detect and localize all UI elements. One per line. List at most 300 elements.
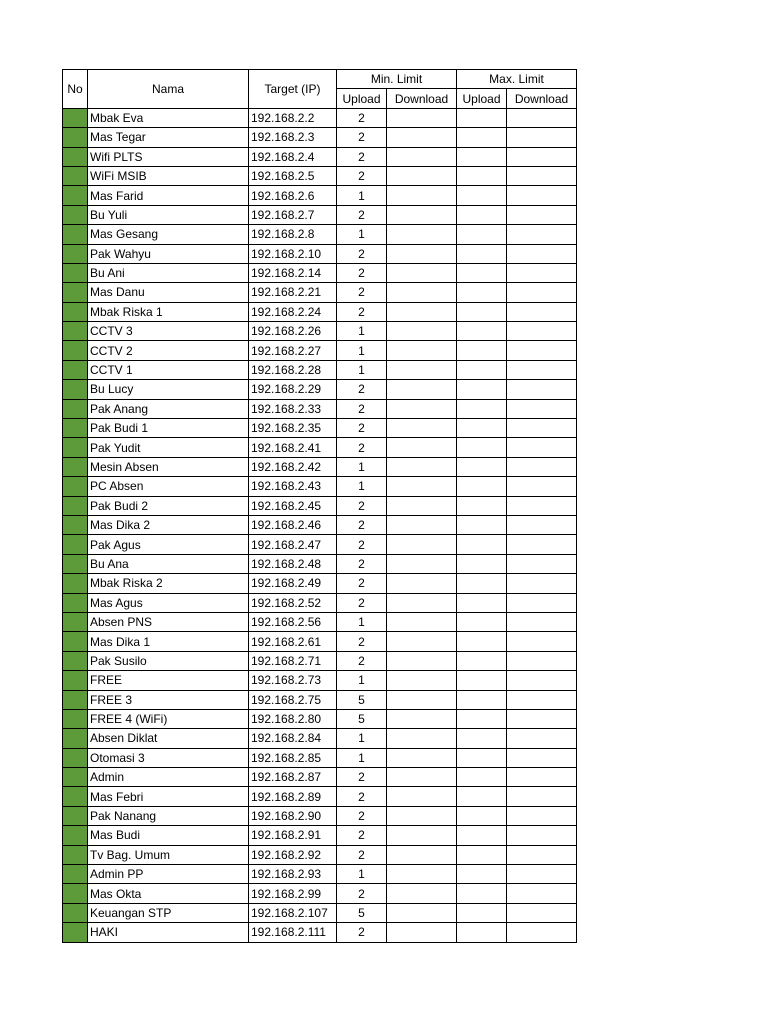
max-upload-cell[interactable] <box>457 709 507 728</box>
no-cell[interactable] <box>63 845 88 864</box>
max-download-cell[interactable] <box>507 225 577 244</box>
target-ip-cell[interactable]: 192.168.2.14 <box>249 263 337 282</box>
header-max-limit[interactable]: Max. Limit <box>457 70 577 89</box>
max-download-cell[interactable] <box>507 283 577 302</box>
min-download-cell[interactable] <box>387 302 457 321</box>
no-cell[interactable] <box>63 651 88 670</box>
max-upload-cell[interactable] <box>457 729 507 748</box>
min-upload-cell[interactable]: 2 <box>337 787 387 806</box>
target-ip-cell[interactable]: 192.168.2.45 <box>249 496 337 515</box>
max-upload-cell[interactable] <box>457 438 507 457</box>
min-upload-cell[interactable]: 2 <box>337 593 387 612</box>
max-upload-cell[interactable] <box>457 399 507 418</box>
max-download-cell[interactable] <box>507 806 577 825</box>
no-cell[interactable] <box>63 477 88 496</box>
max-download-cell[interactable] <box>507 341 577 360</box>
no-cell[interactable] <box>63 263 88 282</box>
min-download-cell[interactable] <box>387 884 457 903</box>
nama-cell[interactable]: Otomasi 3 <box>88 748 249 767</box>
min-download-cell[interactable] <box>387 632 457 651</box>
nama-cell[interactable]: FREE 4 (WiFi) <box>88 709 249 728</box>
min-download-cell[interactable] <box>387 147 457 166</box>
min-upload-cell[interactable]: 1 <box>337 186 387 205</box>
nama-cell[interactable]: Pak Nanang <box>88 806 249 825</box>
min-upload-cell[interactable]: 1 <box>337 322 387 341</box>
header-nama[interactable]: Nama <box>88 70 249 109</box>
nama-cell[interactable]: Mas Okta <box>88 884 249 903</box>
min-upload-cell[interactable]: 2 <box>337 147 387 166</box>
max-download-cell[interactable] <box>507 360 577 379</box>
min-download-cell[interactable] <box>387 554 457 573</box>
nama-cell[interactable]: Mas Febri <box>88 787 249 806</box>
max-download-cell[interactable] <box>507 515 577 534</box>
nama-cell[interactable]: Mesin Absen <box>88 457 249 476</box>
max-download-cell[interactable] <box>507 438 577 457</box>
nama-cell[interactable]: Pak Wahyu <box>88 244 249 263</box>
max-download-cell[interactable] <box>507 612 577 631</box>
max-upload-cell[interactable] <box>457 593 507 612</box>
target-ip-cell[interactable]: 192.168.2.52 <box>249 593 337 612</box>
min-download-cell[interactable] <box>387 166 457 185</box>
max-upload-cell[interactable] <box>457 166 507 185</box>
min-upload-cell[interactable]: 2 <box>337 884 387 903</box>
no-cell[interactable] <box>63 612 88 631</box>
nama-cell[interactable]: Pak Budi 2 <box>88 496 249 515</box>
max-download-cell[interactable] <box>507 826 577 845</box>
target-ip-cell[interactable]: 192.168.2.111 <box>249 923 337 942</box>
target-ip-cell[interactable]: 192.168.2.92 <box>249 845 337 864</box>
max-download-cell[interactable] <box>507 244 577 263</box>
header-max-upload[interactable]: Upload <box>457 89 507 108</box>
target-ip-cell[interactable]: 192.168.2.10 <box>249 244 337 263</box>
max-download-cell[interactable] <box>507 729 577 748</box>
target-ip-cell[interactable]: 192.168.2.8 <box>249 225 337 244</box>
min-upload-cell[interactable]: 2 <box>337 283 387 302</box>
min-upload-cell[interactable]: 2 <box>337 205 387 224</box>
min-upload-cell[interactable]: 2 <box>337 845 387 864</box>
nama-cell[interactable]: Mbak Eva <box>88 108 249 127</box>
min-upload-cell[interactable]: 5 <box>337 709 387 728</box>
target-ip-cell[interactable]: 192.168.2.47 <box>249 535 337 554</box>
no-cell[interactable] <box>63 341 88 360</box>
nama-cell[interactable]: CCTV 3 <box>88 322 249 341</box>
min-download-cell[interactable] <box>387 612 457 631</box>
min-download-cell[interactable] <box>387 360 457 379</box>
nama-cell[interactable]: FREE <box>88 671 249 690</box>
nama-cell[interactable]: Mas Tegar <box>88 128 249 147</box>
nama-cell[interactable]: Wifi PLTS <box>88 147 249 166</box>
nama-cell[interactable]: Mas Dika 2 <box>88 515 249 534</box>
min-download-cell[interactable] <box>387 806 457 825</box>
nama-cell[interactable]: PC Absen <box>88 477 249 496</box>
max-download-cell[interactable] <box>507 205 577 224</box>
nama-cell[interactable]: CCTV 2 <box>88 341 249 360</box>
max-upload-cell[interactable] <box>457 302 507 321</box>
min-upload-cell[interactable]: 1 <box>337 225 387 244</box>
target-ip-cell[interactable]: 192.168.2.3 <box>249 128 337 147</box>
header-min-download[interactable]: Download <box>387 89 457 108</box>
no-cell[interactable] <box>63 768 88 787</box>
max-download-cell[interactable] <box>507 302 577 321</box>
max-download-cell[interactable] <box>507 651 577 670</box>
no-cell[interactable] <box>63 244 88 263</box>
target-ip-cell[interactable]: 192.168.2.84 <box>249 729 337 748</box>
max-upload-cell[interactable] <box>457 787 507 806</box>
min-download-cell[interactable] <box>387 438 457 457</box>
min-upload-cell[interactable]: 2 <box>337 768 387 787</box>
target-ip-cell[interactable]: 192.168.2.90 <box>249 806 337 825</box>
max-download-cell[interactable] <box>507 709 577 728</box>
min-upload-cell[interactable]: 2 <box>337 244 387 263</box>
min-upload-cell[interactable]: 1 <box>337 360 387 379</box>
target-ip-cell[interactable]: 192.168.2.35 <box>249 419 337 438</box>
no-cell[interactable] <box>63 806 88 825</box>
min-upload-cell[interactable]: 1 <box>337 865 387 884</box>
max-download-cell[interactable] <box>507 903 577 922</box>
nama-cell[interactable]: Pak Susilo <box>88 651 249 670</box>
max-upload-cell[interactable] <box>457 380 507 399</box>
min-upload-cell[interactable]: 1 <box>337 729 387 748</box>
no-cell[interactable] <box>63 690 88 709</box>
max-download-cell[interactable] <box>507 554 577 573</box>
max-download-cell[interactable] <box>507 923 577 942</box>
target-ip-cell[interactable]: 192.168.2.48 <box>249 554 337 573</box>
max-download-cell[interactable] <box>507 322 577 341</box>
nama-cell[interactable]: WiFi MSIB <box>88 166 249 185</box>
min-upload-cell[interactable]: 2 <box>337 554 387 573</box>
target-ip-cell[interactable]: 192.168.2.2 <box>249 108 337 127</box>
target-ip-cell[interactable]: 192.168.2.27 <box>249 341 337 360</box>
no-cell[interactable] <box>63 593 88 612</box>
min-upload-cell[interactable]: 2 <box>337 438 387 457</box>
min-download-cell[interactable] <box>387 748 457 767</box>
min-download-cell[interactable] <box>387 729 457 748</box>
min-download-cell[interactable] <box>387 244 457 263</box>
min-download-cell[interactable] <box>387 341 457 360</box>
max-upload-cell[interactable] <box>457 768 507 787</box>
no-cell[interactable] <box>63 322 88 341</box>
max-upload-cell[interactable] <box>457 360 507 379</box>
target-ip-cell[interactable]: 192.168.2.99 <box>249 884 337 903</box>
nama-cell[interactable]: Tv Bag. Umum <box>88 845 249 864</box>
min-download-cell[interactable] <box>387 128 457 147</box>
max-upload-cell[interactable] <box>457 574 507 593</box>
nama-cell[interactable]: Absen Diklat <box>88 729 249 748</box>
min-upload-cell[interactable]: 2 <box>337 496 387 515</box>
no-cell[interactable] <box>63 515 88 534</box>
min-upload-cell[interactable]: 2 <box>337 166 387 185</box>
no-cell[interactable] <box>63 457 88 476</box>
target-ip-cell[interactable]: 192.168.2.28 <box>249 360 337 379</box>
no-cell[interactable] <box>63 399 88 418</box>
max-upload-cell[interactable] <box>457 263 507 282</box>
min-upload-cell[interactable]: 1 <box>337 612 387 631</box>
nama-cell[interactable]: Mas Farid <box>88 186 249 205</box>
target-ip-cell[interactable]: 192.168.2.80 <box>249 709 337 728</box>
target-ip-cell[interactable]: 192.168.2.61 <box>249 632 337 651</box>
no-cell[interactable] <box>63 166 88 185</box>
max-upload-cell[interactable] <box>457 477 507 496</box>
nama-cell[interactable]: Mas Dika 1 <box>88 632 249 651</box>
nama-cell[interactable]: Bu Lucy <box>88 380 249 399</box>
min-upload-cell[interactable]: 2 <box>337 128 387 147</box>
min-download-cell[interactable] <box>387 923 457 942</box>
min-download-cell[interactable] <box>387 108 457 127</box>
min-upload-cell[interactable]: 2 <box>337 651 387 670</box>
min-upload-cell[interactable]: 2 <box>337 923 387 942</box>
min-upload-cell[interactable]: 2 <box>337 108 387 127</box>
target-ip-cell[interactable]: 192.168.2.89 <box>249 787 337 806</box>
min-download-cell[interactable] <box>387 651 457 670</box>
target-ip-cell[interactable]: 192.168.2.91 <box>249 826 337 845</box>
nama-cell[interactable]: Keuangan STP <box>88 903 249 922</box>
min-download-cell[interactable] <box>387 205 457 224</box>
max-upload-cell[interactable] <box>457 108 507 127</box>
min-upload-cell[interactable]: 2 <box>337 380 387 399</box>
no-cell[interactable] <box>63 128 88 147</box>
max-download-cell[interactable] <box>507 419 577 438</box>
nama-cell[interactable]: Admin PP <box>88 865 249 884</box>
max-download-cell[interactable] <box>507 477 577 496</box>
no-cell[interactable] <box>63 729 88 748</box>
max-download-cell[interactable] <box>507 535 577 554</box>
no-cell[interactable] <box>63 787 88 806</box>
min-upload-cell[interactable]: 1 <box>337 457 387 476</box>
max-download-cell[interactable] <box>507 128 577 147</box>
nama-cell[interactable]: FREE 3 <box>88 690 249 709</box>
min-upload-cell[interactable]: 2 <box>337 535 387 554</box>
target-ip-cell[interactable]: 192.168.2.7 <box>249 205 337 224</box>
no-cell[interactable] <box>63 302 88 321</box>
max-download-cell[interactable] <box>507 147 577 166</box>
no-cell[interactable] <box>63 535 88 554</box>
nama-cell[interactable]: Mbak Riska 1 <box>88 302 249 321</box>
max-upload-cell[interactable] <box>457 128 507 147</box>
target-ip-cell[interactable]: 192.168.2.4 <box>249 147 337 166</box>
min-download-cell[interactable] <box>387 903 457 922</box>
max-upload-cell[interactable] <box>457 865 507 884</box>
nama-cell[interactable]: Bu Yuli <box>88 205 249 224</box>
no-cell[interactable] <box>63 438 88 457</box>
no-cell[interactable] <box>63 186 88 205</box>
min-download-cell[interactable] <box>387 535 457 554</box>
max-download-cell[interactable] <box>507 399 577 418</box>
min-download-cell[interactable] <box>387 515 457 534</box>
nama-cell[interactable]: Bu Ani <box>88 263 249 282</box>
max-upload-cell[interactable] <box>457 632 507 651</box>
header-max-download[interactable]: Download <box>507 89 577 108</box>
no-cell[interactable] <box>63 826 88 845</box>
max-upload-cell[interactable] <box>457 690 507 709</box>
no-cell[interactable] <box>63 632 88 651</box>
max-download-cell[interactable] <box>507 166 577 185</box>
no-cell[interactable] <box>63 748 88 767</box>
min-download-cell[interactable] <box>387 263 457 282</box>
min-upload-cell[interactable]: 2 <box>337 632 387 651</box>
nama-cell[interactable]: Mas Danu <box>88 283 249 302</box>
nama-cell[interactable]: Mbak Riska 2 <box>88 574 249 593</box>
min-upload-cell[interactable]: 2 <box>337 515 387 534</box>
target-ip-cell[interactable]: 192.168.2.24 <box>249 302 337 321</box>
max-upload-cell[interactable] <box>457 748 507 767</box>
no-cell[interactable] <box>63 419 88 438</box>
max-download-cell[interactable] <box>507 768 577 787</box>
max-upload-cell[interactable] <box>457 225 507 244</box>
max-upload-cell[interactable] <box>457 845 507 864</box>
max-upload-cell[interactable] <box>457 244 507 263</box>
nama-cell[interactable]: Mas Agus <box>88 593 249 612</box>
target-ip-cell[interactable]: 192.168.2.87 <box>249 768 337 787</box>
min-download-cell[interactable] <box>387 709 457 728</box>
no-cell[interactable] <box>63 496 88 515</box>
nama-cell[interactable]: Mas Budi <box>88 826 249 845</box>
max-upload-cell[interactable] <box>457 612 507 631</box>
max-upload-cell[interactable] <box>457 419 507 438</box>
target-ip-cell[interactable]: 192.168.2.71 <box>249 651 337 670</box>
min-download-cell[interactable] <box>387 225 457 244</box>
min-download-cell[interactable] <box>387 671 457 690</box>
target-ip-cell[interactable]: 192.168.2.5 <box>249 166 337 185</box>
min-upload-cell[interactable]: 1 <box>337 748 387 767</box>
min-download-cell[interactable] <box>387 399 457 418</box>
min-download-cell[interactable] <box>387 283 457 302</box>
target-ip-cell[interactable]: 192.168.2.93 <box>249 865 337 884</box>
no-cell[interactable] <box>63 225 88 244</box>
min-download-cell[interactable] <box>387 380 457 399</box>
max-upload-cell[interactable] <box>457 283 507 302</box>
min-download-cell[interactable] <box>387 787 457 806</box>
max-download-cell[interactable] <box>507 865 577 884</box>
min-upload-cell[interactable]: 2 <box>337 826 387 845</box>
no-cell[interactable] <box>63 360 88 379</box>
max-download-cell[interactable] <box>507 108 577 127</box>
max-upload-cell[interactable] <box>457 651 507 670</box>
min-download-cell[interactable] <box>387 477 457 496</box>
min-download-cell[interactable] <box>387 865 457 884</box>
max-download-cell[interactable] <box>507 593 577 612</box>
max-download-cell[interactable] <box>507 748 577 767</box>
max-upload-cell[interactable] <box>457 322 507 341</box>
max-download-cell[interactable] <box>507 884 577 903</box>
target-ip-cell[interactable]: 192.168.2.21 <box>249 283 337 302</box>
target-ip-cell[interactable]: 192.168.2.26 <box>249 322 337 341</box>
target-ip-cell[interactable]: 192.168.2.29 <box>249 380 337 399</box>
max-upload-cell[interactable] <box>457 671 507 690</box>
no-cell[interactable] <box>63 380 88 399</box>
max-download-cell[interactable] <box>507 787 577 806</box>
min-upload-cell[interactable]: 5 <box>337 690 387 709</box>
target-ip-cell[interactable]: 192.168.2.85 <box>249 748 337 767</box>
max-upload-cell[interactable] <box>457 535 507 554</box>
max-download-cell[interactable] <box>507 496 577 515</box>
max-upload-cell[interactable] <box>457 923 507 942</box>
nama-cell[interactable]: Pak Budi 1 <box>88 419 249 438</box>
target-ip-cell[interactable]: 192.168.2.46 <box>249 515 337 534</box>
max-download-cell[interactable] <box>507 457 577 476</box>
target-ip-cell[interactable]: 192.168.2.107 <box>249 903 337 922</box>
max-upload-cell[interactable] <box>457 496 507 515</box>
max-upload-cell[interactable] <box>457 457 507 476</box>
max-download-cell[interactable] <box>507 186 577 205</box>
min-download-cell[interactable] <box>387 322 457 341</box>
nama-cell[interactable]: Bu Ana <box>88 554 249 573</box>
header-min-upload[interactable]: Upload <box>337 89 387 108</box>
min-download-cell[interactable] <box>387 186 457 205</box>
no-cell[interactable] <box>63 884 88 903</box>
no-cell[interactable] <box>63 283 88 302</box>
max-download-cell[interactable] <box>507 845 577 864</box>
min-upload-cell[interactable]: 2 <box>337 574 387 593</box>
no-cell[interactable] <box>63 903 88 922</box>
max-upload-cell[interactable] <box>457 515 507 534</box>
min-download-cell[interactable] <box>387 826 457 845</box>
max-download-cell[interactable] <box>507 690 577 709</box>
target-ip-cell[interactable]: 192.168.2.56 <box>249 612 337 631</box>
no-cell[interactable] <box>63 147 88 166</box>
target-ip-cell[interactable]: 192.168.2.42 <box>249 457 337 476</box>
no-cell[interactable] <box>63 554 88 573</box>
header-min-limit[interactable]: Min. Limit <box>337 70 457 89</box>
min-upload-cell[interactable]: 5 <box>337 903 387 922</box>
max-upload-cell[interactable] <box>457 147 507 166</box>
min-upload-cell[interactable]: 2 <box>337 419 387 438</box>
nama-cell[interactable]: Pak Agus <box>88 535 249 554</box>
max-upload-cell[interactable] <box>457 903 507 922</box>
no-cell[interactable] <box>63 671 88 690</box>
nama-cell[interactable]: CCTV 1 <box>88 360 249 379</box>
header-no[interactable]: No <box>63 70 88 109</box>
min-download-cell[interactable] <box>387 419 457 438</box>
min-upload-cell[interactable]: 1 <box>337 671 387 690</box>
max-upload-cell[interactable] <box>457 806 507 825</box>
target-ip-cell[interactable]: 192.168.2.49 <box>249 574 337 593</box>
no-cell[interactable] <box>63 709 88 728</box>
max-upload-cell[interactable] <box>457 341 507 360</box>
max-download-cell[interactable] <box>507 380 577 399</box>
nama-cell[interactable]: Mas Gesang <box>88 225 249 244</box>
no-cell[interactable] <box>63 205 88 224</box>
min-download-cell[interactable] <box>387 593 457 612</box>
min-upload-cell[interactable]: 2 <box>337 302 387 321</box>
target-ip-cell[interactable]: 192.168.2.6 <box>249 186 337 205</box>
nama-cell[interactable]: Admin <box>88 768 249 787</box>
min-upload-cell[interactable]: 1 <box>337 477 387 496</box>
no-cell[interactable] <box>63 108 88 127</box>
no-cell[interactable] <box>63 923 88 942</box>
nama-cell[interactable]: Pak Anang <box>88 399 249 418</box>
nama-cell[interactable]: HAKI <box>88 923 249 942</box>
min-upload-cell[interactable]: 1 <box>337 341 387 360</box>
min-download-cell[interactable] <box>387 690 457 709</box>
min-upload-cell[interactable]: 2 <box>337 806 387 825</box>
max-upload-cell[interactable] <box>457 826 507 845</box>
min-download-cell[interactable] <box>387 768 457 787</box>
min-download-cell[interactable] <box>387 845 457 864</box>
min-upload-cell[interactable]: 2 <box>337 263 387 282</box>
target-ip-cell[interactable]: 192.168.2.73 <box>249 671 337 690</box>
min-download-cell[interactable] <box>387 496 457 515</box>
target-ip-cell[interactable]: 192.168.2.75 <box>249 690 337 709</box>
max-download-cell[interactable] <box>507 632 577 651</box>
max-download-cell[interactable] <box>507 574 577 593</box>
max-upload-cell[interactable] <box>457 554 507 573</box>
max-download-cell[interactable] <box>507 263 577 282</box>
nama-cell[interactable]: Absen PNS <box>88 612 249 631</box>
max-download-cell[interactable] <box>507 671 577 690</box>
max-upload-cell[interactable] <box>457 884 507 903</box>
target-ip-cell[interactable]: 192.168.2.41 <box>249 438 337 457</box>
target-ip-cell[interactable]: 192.168.2.33 <box>249 399 337 418</box>
